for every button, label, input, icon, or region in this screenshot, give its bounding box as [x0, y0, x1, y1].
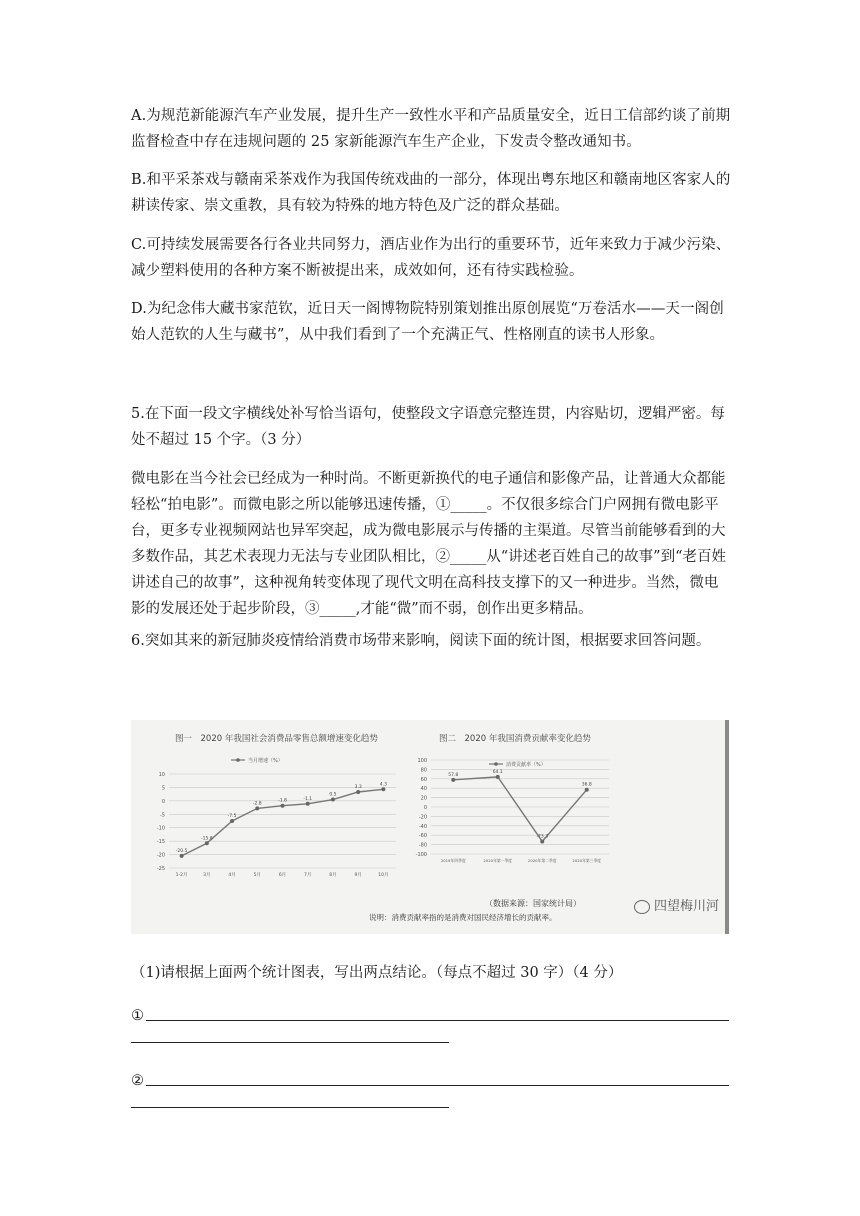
data-label: -20.5 — [175, 848, 188, 854]
question-6-sub-1: （1)请根据上面两个统计图表，写出两点结论。（每点不超过 30 字）（4 分） — [131, 965, 623, 981]
y-tick-label: -20 — [156, 852, 165, 859]
data-point — [356, 790, 360, 794]
y-tick-label: -40 — [418, 823, 427, 830]
y-tick-label: 10 — [158, 772, 165, 778]
data-point — [496, 775, 500, 779]
data-point — [281, 804, 285, 808]
x-tick-label: 2020年第三季度 — [572, 858, 602, 863]
y-tick-label: -10 — [156, 825, 165, 832]
data-point — [381, 787, 385, 791]
option-c: C.可持续发展需要各行各业共同努力，酒店业作为出行的重要环节，近年来致力于减少污染、减少塑料使用的各种方案不断被提出来，成效如何，还有待实践检验。 — [131, 237, 731, 279]
watermark-icon — [634, 900, 650, 914]
y-tick-label: 0 — [161, 798, 165, 805]
y-tick-label: 5 — [161, 785, 165, 792]
y-tick-label: -15 — [156, 839, 165, 846]
figure-source: （数据来源：国家统计局） — [485, 899, 581, 908]
data-label: 0.5 — [329, 792, 337, 798]
y-tick-label: 20 — [420, 795, 427, 802]
x-tick-label: 6月 — [278, 873, 287, 878]
x-tick-label: 8月 — [329, 873, 337, 878]
x-tick-label: 2019年四季度 — [440, 858, 466, 863]
option-d: D.为纪念伟大藏书家范钦，近日天一阁博物院特别策划推出原创展览“万卷活水——天一阁创始人范钦的人生与藏书”，从中我们看到了一个充满正气、性格刚直的读书人形象。 — [131, 301, 724, 343]
y-tick-label: -100 — [415, 852, 427, 858]
x-tick-label: 10月 — [378, 873, 389, 878]
data-label: -2.8 — [252, 801, 262, 807]
data-point — [585, 788, 589, 792]
data-label: 57.8 — [448, 772, 459, 778]
chart-1-title: 图一 2020 年我国社会消费品零售总额增速变化趋势 — [175, 734, 378, 744]
data-point — [255, 806, 259, 810]
data-label: -1.1 — [303, 796, 313, 802]
y-tick-label: -25 — [156, 866, 165, 872]
data-point — [205, 841, 209, 845]
legend-marker — [494, 762, 498, 766]
x-tick-label: 2020年第二季度 — [527, 858, 557, 863]
y-tick-label: -60 — [418, 833, 427, 840]
answer-2-line[interactable] — [146, 1085, 729, 1086]
watermark-text: 四望梅川河 — [653, 899, 719, 914]
data-label: -1.8 — [278, 798, 287, 804]
x-tick-label: 2020年第一季度 — [483, 858, 513, 863]
x-tick-label: 3月 — [203, 873, 211, 878]
data-label: 36.8 — [581, 782, 592, 788]
series-line — [453, 777, 587, 842]
x-tick-label: 4月 — [228, 873, 236, 878]
y-tick-label: 80 — [420, 767, 427, 774]
question-5-prompt: 5.在下面一段文字横线处补写恰当语句，使整段文字语意完整连贯，内容贴切，逻辑严密。每处不超过 15 个字。（3 分） — [131, 406, 725, 448]
answer-1-line[interactable] — [146, 1020, 729, 1021]
y-tick-label: 100 — [417, 758, 427, 764]
legend-label: 当月增速（%） — [248, 758, 283, 764]
option-b: B.和平采茶戏与赣南采茶戏作为我国传统戏曲的一部分，体现出粤东地区和赣南地区客家人的耕读传家、崇文重教，具有较为特殊的地方特色及广泛的群众基础。 — [131, 172, 731, 214]
y-tick-label: -5 — [160, 812, 165, 819]
data-point — [306, 802, 310, 806]
y-tick-label: 0 — [423, 805, 427, 811]
x-tick-label: 7月 — [304, 873, 312, 878]
data-label: 4.3 — [379, 782, 387, 788]
data-point — [331, 798, 335, 802]
y-tick-label: 40 — [420, 786, 427, 793]
data-label: -7.5 — [227, 814, 237, 819]
chart-1 — [151, 752, 411, 884]
data-label: 3.3 — [354, 784, 362, 790]
watermark — [634, 895, 719, 914]
data-label: -15.8 — [201, 836, 213, 842]
x-tick-label: 1-2月 — [175, 873, 188, 878]
data-point — [230, 819, 234, 823]
data-label: -73.3 — [536, 834, 549, 840]
data-point — [451, 778, 455, 782]
data-point — [540, 839, 544, 843]
statistics-figure — [131, 720, 729, 934]
data-point — [180, 854, 184, 858]
y-tick-label: -80 — [418, 842, 427, 849]
question-5-passage: 微电影在当今社会已经成为一种时尚。不断更新换代的电子通信和影像产品，让普通大众都能轻松“拍电影”。而微电影之所以能够迅速传播，①_____。不仅很多综合门户网拥有微电影平台，更多专业视频网站也异军突起，成为微电影展示与传播的主渠道。尽管当前能够看到的大多数作品，其艺术表现力无法与专业团队相比，②_____从“讲述老百姓自己的故事”到“老百姓讲述自己的故事”，这种视角转变体现了现代文明在高科技支撑下的又一种进步。当然，微电影的发展还处于起步阶段，③_____,才能“微”而不弱，创作出更多精品。 — [131, 471, 726, 617]
option-a: A.为规范新能源汽车产业发展，提升生产一致性水平和产品质量安全，近日工信部约谈了前期监督检查中存在违规问题的 25 家新能源汽车生产企业，下发责令整改通知书。 — [131, 108, 731, 150]
x-tick-label: 5月 — [253, 873, 261, 878]
answer-1-line-2[interactable] — [131, 1042, 449, 1043]
figure-edge — [725, 720, 729, 934]
y-tick-label: -20 — [418, 814, 427, 821]
answer-2-line-2[interactable] — [131, 1107, 449, 1108]
legend-marker — [236, 758, 240, 762]
answer-2-marker: ② — [131, 1073, 144, 1089]
question-6-prompt: 6.突如其来的新冠肺炎疫情给消费市场带来影响，阅读下面的统计图，根据要求回答问题。 — [131, 633, 711, 649]
figure-note: 说明：消费贡献率指的是消费对国民经济增长的贡献率。 — [369, 913, 557, 922]
data-label: 64.1 — [492, 769, 503, 775]
y-tick-label: 60 — [420, 776, 427, 783]
chart-2 — [409, 752, 614, 872]
chart-2-title: 图二 2020 年我国消费贡献率变化趋势 — [439, 734, 591, 744]
legend-label: 消费贡献率（%） — [506, 762, 546, 768]
answer-1-marker: ① — [131, 1008, 144, 1024]
x-tick-label: 9月 — [354, 873, 362, 878]
